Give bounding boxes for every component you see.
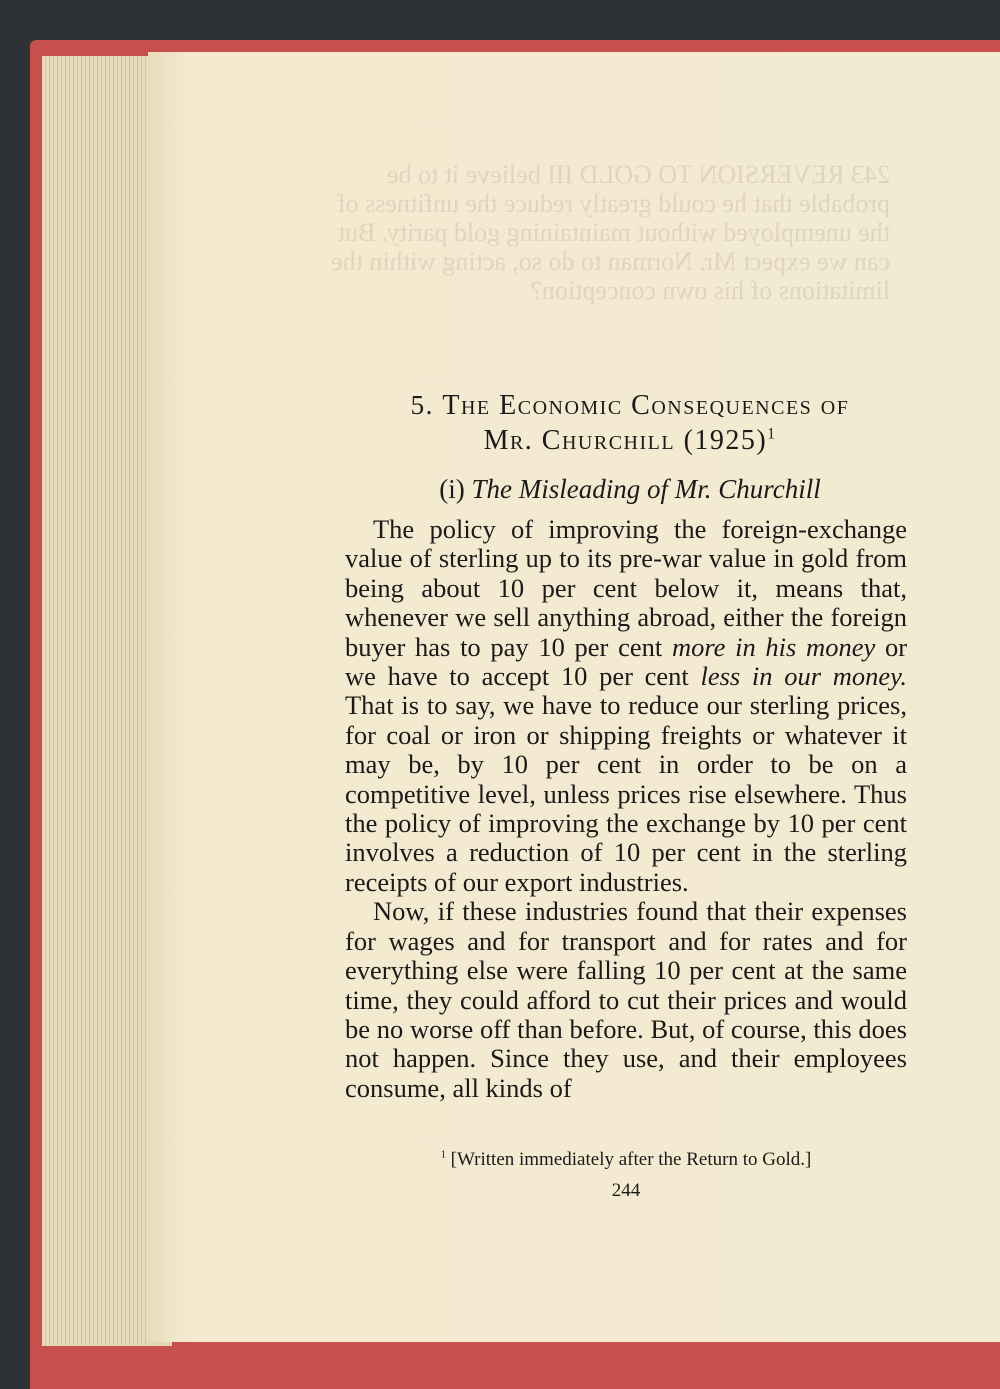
body-text [345,515,907,1103]
heading-line2-text: Mr. Churchill (1925) [483,425,768,456]
footnote-mark: 1 [440,1149,446,1161]
subheading-prefix: (i) [439,474,465,504]
chapter-heading [345,388,915,458]
p1-text-b: or we have to accept 10 per cent [345,631,908,692]
heading-footnote-mark: 1 [767,425,777,443]
heading-line-1 [345,388,915,423]
bleed-through-text: 243 REVERSION TO GOLD III believe it to be probable that he could greatly reduce the unfitness of the unemployed without maintaining gold parity. But can we expect Mr. Norman to do so, acting within the limitations of his own conception? [331,160,890,305]
paragraph-2: Now, if these industries found that their expenses for wages and for transport and for rates and for everything else were falling 10 per cent at the same time, they could afford to cut their prices and would be no worse off than before. But, of course, this does not happen. Since they use, and their employees consume, all kinds of [345,896,907,1103]
p1-text-c: That is to say, we have to reduce our sterling prices, for coal or iron or shipping freights or whatever it may be, by 10 per cent in order to be on a competitive level, unless prices rise elsewhere. Thus the policy of improving the exchange by 10 per cent involves a reduction of 10 per cent in the sterling receipts of our export industries. [345,690,907,897]
p1-text-a: The policy of improving the foreign-exchange value of sterling up to its pre-war value in gold from being about 10 per cent below it, means that, whenever we sell anything abroad, either the foreign buyer has to pay 10 per cent [345,514,907,662]
p1-emphasis-less: less in our money. [700,661,908,692]
chapter-number: 5. [410,390,434,420]
section-subheading [345,474,915,505]
p1-emphasis-more: more in his money [671,631,876,662]
footnote [345,1149,907,1171]
page-number: 244 [611,1180,641,1201]
heading-line-2 [345,423,915,458]
footnote-text: [Written immediately after the Return to Gold.] [450,1149,812,1170]
subheading-title: The Misleading of Mr. Churchill [471,474,821,504]
paragraph-1 [345,515,907,897]
heading-line1-text: The Economic Consequences of [442,390,850,421]
